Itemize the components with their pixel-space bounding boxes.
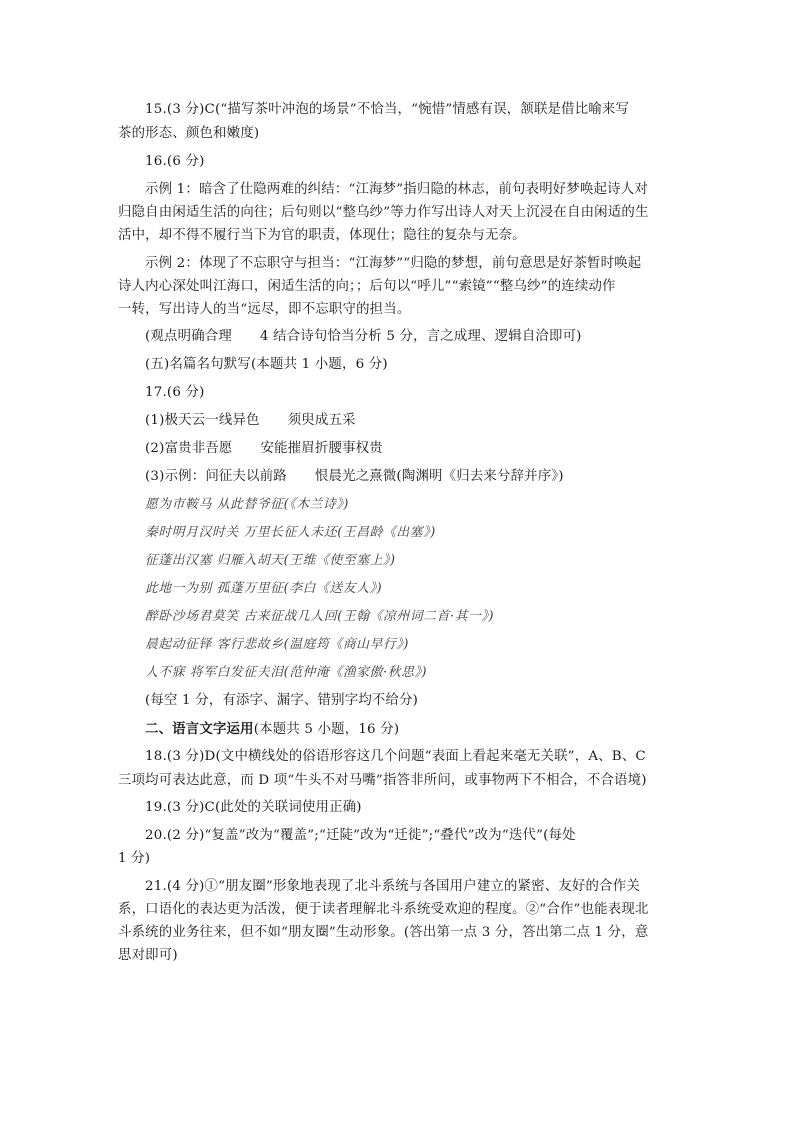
- q21-line-3: 斗系统的业务往来，但不如“朋友圈”生动形象。(答出第一点 3 分，答出第二点 1 分，意: [118, 925, 649, 940]
- q18-line-1: 18.(3 分)D(文中横线处的俗语形容这几个问题“表面上看起来毫无关联”，A、B、C: [145, 749, 646, 764]
- q17-scoring-note: (每空 1 分，有添字、漏字、错别字均不给分): [145, 693, 419, 708]
- q17-answer-2: [145, 439, 383, 459]
- q15-line-2: 茶的形态、颜色和嫩度): [118, 126, 260, 141]
- q17-example-line: 秦时明月汉时关 万里长征人未还(王昌龄《出塞》): [145, 525, 436, 540]
- q16-criteria-part-b: 4 结合诗句恰当分析 5 分，言之成理、逻辑自洽即可): [259, 329, 582, 344]
- q17-example-line: 此地一为别 孤蓬万里征(李白《送友人》): [145, 581, 383, 596]
- q19-line-1: 19.(3 分)C(此处的关联词使用正确): [145, 800, 362, 815]
- q17-example-line: 醉卧沙场君莫笑 古来征战几人回(王翰《凉州词二首·其一》): [145, 609, 495, 624]
- q20-line-1: 20.(2 分)“复盖”改为“覆盖”;“迁陡”改为“迁徙”;“叠代”改为“迭代”(每处: [145, 828, 576, 843]
- q17-example-line: 晨起动征铎 客行悲故乡(温庭筠《商山早行》): [145, 637, 409, 652]
- q17-answer-2-left: (2)富贵非吾愿: [145, 441, 233, 456]
- q16-criteria-part-a: (观点明确合理: [145, 329, 232, 344]
- section-5-title: (五)名篇名句默写(本题共 1 小题，6 分): [145, 357, 388, 372]
- q17-example-line: 人不寐 将军白发征夫泪(范仲淹《渔家傲·秋思》): [145, 665, 428, 680]
- q21-line-4: 思对即可): [118, 948, 178, 963]
- q17-example-line: 愿为市鞍马 从此替爷征(《木兰诗》): [145, 497, 350, 512]
- q17-answer-1: [145, 411, 356, 431]
- q16-example1-line-2: 归隐自由闲适生活的向往；后句则以“整乌纱”等力作写出诗人对天上沉浸在自由闲适的生: [118, 205, 649, 220]
- q17-answer-2-right: 安能摧眉折腰事权贵: [260, 441, 383, 456]
- q15-line-1: 15.(3 分)C(“描写茶叶冲泡的场景”不恰当，“惋惜”情感有误，颔联是借比喻来写: [145, 102, 630, 117]
- q18-line-2: 三项均可表达此意，而 D 项“牛头不对马嘴”指答非所问，或事物两下不相合，不合语境): [118, 773, 647, 788]
- q16-scoring-criteria: [145, 327, 582, 347]
- q17-heading: 17.(6 分): [145, 385, 205, 400]
- q16-example2-line-3: 一转，写出诗人的当“远尽，即不忘职守的担当。: [118, 302, 411, 317]
- section-2-title-main: 二、语言文字运用: [145, 721, 254, 737]
- q17-answer-3: [145, 467, 564, 487]
- q21-line-2: 系，口语化的表达更为活泼，便于读者理解北斗系统受欢迎的程度。②“合作”也能表现北: [118, 902, 649, 917]
- q17-answer-1-right: 须臾成五采: [287, 413, 356, 428]
- q17-answer-1-left: (1)极天云一线异色: [145, 413, 260, 428]
- q21-line-1: 21.(4 分)①“朋友圈”形象地表现了北斗系统与各国用户建立的紧密、友好的合作关: [145, 879, 640, 894]
- q17-answer-3-left: (3)示例：问征夫以前路: [145, 469, 287, 484]
- section-2-title-rest: (本题共 5 小题，16 分): [253, 722, 400, 737]
- q16-example1-line-3: 活中，却不得不履行当下为官的职责，体现仕；隐往的复杂与无奈。: [118, 228, 526, 243]
- section-2-title: [145, 719, 399, 740]
- q17-example-line: 征蓬出汉塞 归雁入胡天(王维《使至塞上》): [145, 553, 396, 568]
- q17-answer-3-right: 恨晨光之熹微(陶渊明《归去来兮辞并序》): [314, 469, 564, 484]
- q20-line-2: 1 分): [118, 851, 151, 866]
- q16-example2-line-2: 诗人内心深处叫江海口，闲适生活的向；；后句以“呼儿”“索镜”“整乌纱”的连续动作: [118, 279, 616, 294]
- q16-example1-line-1: 示例 1：暗含了仕隐两难的纠结：“江海梦”指归隐的林志，前句表明好梦唤起诗人对: [145, 182, 648, 197]
- q16-heading: 16.(6 分): [145, 154, 205, 169]
- q16-example2-line-1: 示例 2：体现了不忘职守与担当：“江海梦”“归隐的梦想，前句意思是好茶暂时唤起: [145, 256, 642, 271]
